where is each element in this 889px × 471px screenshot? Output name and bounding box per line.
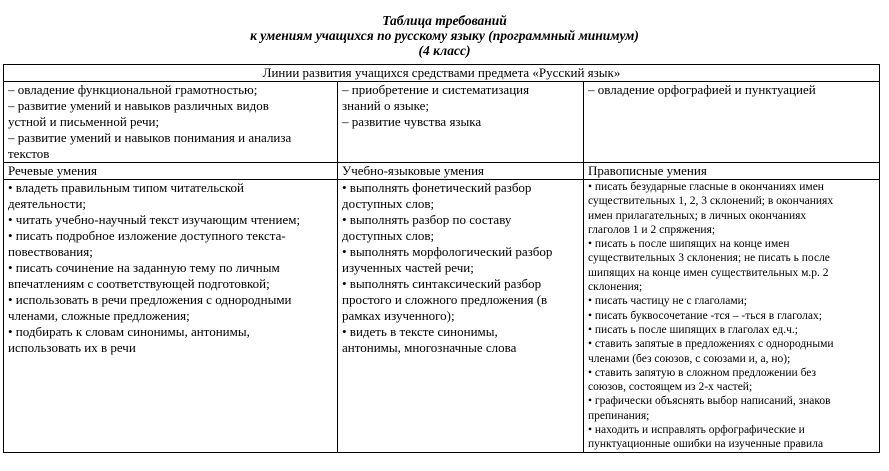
col-header-speech: Речевые умения: [4, 163, 338, 180]
text-line: • писать безударные гласные в окончаниях имен: [588, 181, 824, 193]
text-line: – развитие умений и навыков понимания и анализа: [8, 130, 292, 145]
text-line: • писать подробное изложение доступного текста-: [8, 228, 286, 243]
text-line: пунктуационные ошибки на изученные правила: [588, 438, 824, 451]
text-line: деятельности;: [8, 196, 87, 211]
table-header: Линии развития учащихся средствами предмета «Русский язык»: [4, 65, 880, 82]
text-line: знаний о языке;: [342, 98, 429, 113]
text-line: – приобретение и систематизация: [342, 82, 530, 97]
text-line: – овладение функциональной грамотностью;: [8, 82, 258, 97]
text-line: • писать буквосочетание -тся – -ться в глаголах;: [588, 309, 822, 322]
text-line: устной и письменной речи;: [8, 114, 160, 129]
text-line: • выполнять синтаксический разбор: [342, 276, 542, 291]
text-line: • ставить запятые в предложениях с однородными: [588, 338, 834, 351]
text-line: имен прилагательных; в личных окончаниях: [588, 209, 807, 222]
title-line-2: к умениям учащихся по русскому языку (программный минимум): [250, 28, 639, 43]
text-line: существительных 3 склонения; не писать ь после: [588, 252, 830, 265]
text-line: рамках изученного);: [342, 308, 455, 323]
text-line: существительных 1, 2, 3 склонений; в окончаниях: [588, 195, 834, 208]
text-line: союзов, состоящем из 2-х частей;: [588, 381, 753, 394]
text-line: повествования;: [8, 244, 93, 259]
text-line: склонения;: [588, 281, 643, 294]
text-line: • выполнять фонетический разбор: [342, 180, 532, 195]
document-title: [0, 0, 889, 58]
text-line: доступных слов;: [342, 228, 435, 243]
text-line: • подбирать к словам синонимы, антонимы,: [8, 324, 250, 339]
text-line: • использовать в речи предложения с однородными: [8, 292, 292, 307]
development-lines-col3: [584, 82, 880, 163]
development-lines-col1: [4, 82, 338, 163]
text-line: препинания;: [588, 409, 650, 422]
text-line: • ставить запятую в сложном предложении без: [588, 366, 817, 379]
text-line: простого и сложного предложения (в: [342, 292, 548, 307]
text-line: • выполнять разбор по составу: [342, 212, 512, 227]
text-line: • писать ь после шипящих на конце имен: [588, 238, 790, 251]
text-line: членами, сложные предложения;: [8, 308, 190, 323]
development-lines-col2: [338, 82, 584, 163]
text-line: – развитие умений и навыков различных видов: [8, 98, 269, 113]
text-line: • владеть правильным типом читательской: [8, 180, 245, 195]
requirements-table: [3, 64, 880, 453]
text-line: впечатлениям с соответствующей подготовкой;: [8, 276, 270, 291]
text-line: использовать их в речи: [8, 340, 136, 355]
text-line: доступных слов;: [342, 196, 435, 211]
text-line: • графически объяснять выбор написаний, знаков: [588, 395, 831, 408]
spelling-skills-list: [584, 180, 880, 453]
text-line: • выполнять морфологический разбор: [342, 244, 553, 259]
text-line: глаголов 1 и 2 спряжения;: [588, 223, 716, 236]
text-line: • писать ь после шипящих в глаголах ед.ч.;: [588, 323, 798, 336]
text-line: антонимы, многозначные слова: [342, 340, 517, 355]
text-line: • писать частицу не с глаголами;: [588, 295, 747, 308]
text-line: членами (без союзов, с союзами и, а, но);: [588, 352, 791, 365]
text-line: • читать учебно-научный текст изучающим чтением;: [8, 212, 301, 227]
language-skills-list: [338, 180, 584, 453]
col-header-language: Учебно-языковые умения: [338, 163, 584, 180]
text-line: – овладение орфографией и пунктуацией: [588, 82, 816, 97]
text-line: текстов: [8, 146, 50, 161]
col-header-spelling: Правописные умения: [584, 163, 880, 180]
text-line: • находить и исправлять орфографические и: [588, 424, 805, 437]
speech-skills-list: [4, 180, 338, 453]
text-line: – развитие чувства языка: [342, 114, 482, 129]
text-line: шипящих на конце имен существительных м.р. 2: [588, 266, 829, 279]
text-line: • писать сочинение на заданную тему по личным: [8, 260, 280, 275]
text-line: изученных частей речи;: [342, 260, 474, 275]
title-line-3: (4 класс): [418, 43, 471, 58]
text-line: • видеть в тексте синонимы,: [342, 324, 498, 339]
title-line-1: Таблица требований: [382, 13, 507, 28]
